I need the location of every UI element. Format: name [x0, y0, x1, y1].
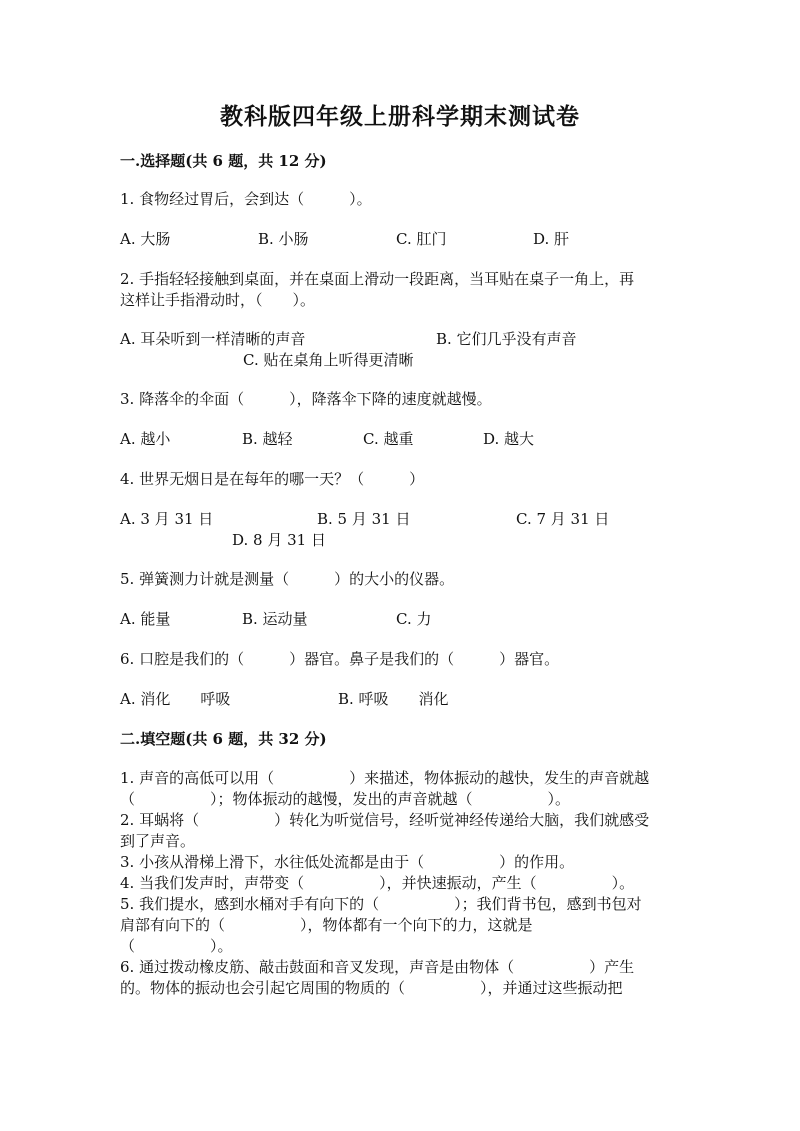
- question-6: 6. 口腔是我们的（ ）器官。鼻子是我们的（ ）器官。: [120, 650, 560, 668]
- option-3a: A. 越小: [120, 430, 171, 448]
- fill-line: 3. 小孩从滑梯上滑下，水往低处流都是由于（ ）的作用。: [120, 853, 575, 871]
- option-3b: B. 越轻: [242, 430, 293, 448]
- option-3d: D. 越大: [483, 430, 535, 448]
- question-3: 3. 降落伞的伞面（ ），降落伞下降的速度就越慢。: [120, 390, 492, 408]
- option-4a: A. 3 月 31 日: [120, 510, 214, 528]
- section-heading-fill: 二.填空题(共 6 题，共 32 分): [120, 730, 327, 748]
- option-4d: D. 8 月 31 日: [232, 531, 326, 549]
- option-1d: D. 肝: [533, 230, 570, 248]
- option-2b: B. 它们几乎没有声音: [436, 330, 577, 348]
- fill-line: 2. 耳蜗将（ ）转化为听觉信号，经听觉神经传递给大脑，我们就感受: [120, 811, 650, 829]
- option-3c: C. 越重: [363, 430, 414, 448]
- question-2-cont: 这样让手指滑动时，（ ）。: [120, 291, 316, 309]
- fill-line: 到了声音。: [120, 832, 196, 850]
- option-6a: A. 消化 呼吸: [120, 690, 231, 708]
- option-4c: C. 7 月 31 日: [516, 510, 610, 528]
- question-5: 5. 弹簧测力计就是测量（ ）的大小的仪器。: [120, 570, 455, 588]
- option-1b: B. 小肠: [258, 230, 309, 248]
- option-5a: A. 能量: [120, 610, 171, 628]
- fill-line: 肩部有向下的（ ），物体都有一个向下的力，这就是: [120, 916, 533, 934]
- fill-line: 5. 我们提水，感到水桶对手有向下的（ ）；我们背书包，感到书包对: [120, 895, 642, 913]
- option-5b: B. 运动量: [242, 610, 308, 628]
- question-1: 1. 食物经过胃后，会到达（ ）。: [120, 190, 372, 208]
- option-1c: C. 肛门: [396, 230, 447, 248]
- fill-line: 4. 当我们发声时，声带变（ ），并快速振动，产生（ ）。: [120, 874, 635, 892]
- option-4b: B. 5 月 31 日: [317, 510, 411, 528]
- option-1a: A. 大肠: [120, 230, 171, 248]
- question-2: 2. 手指轻轻接触到桌面，并在桌面上滑动一段距离，当耳贴在桌子一角上，再: [120, 270, 635, 288]
- page-title: 教科版四年级上册科学期末测试卷: [220, 103, 580, 130]
- fill-line: 的。物体的振动也会引起它周围的物质的（ ），并通过这些振动把: [120, 979, 623, 997]
- fill-line: 6. 通过拨动橡皮筋、敲击鼓面和音叉发现，声音是由物体（ ）产生: [120, 958, 635, 976]
- fill-line: 1. 声音的高低可以用（ ）来描述，物体振动的越快，发生的声音就越: [120, 769, 650, 787]
- fill-line: （ ）。: [120, 937, 233, 955]
- section-heading-choice: 一.选择题(共 6 题，共 12 分): [120, 152, 327, 170]
- option-2c: C. 贴在桌角上听得更清晰: [243, 351, 414, 369]
- fill-line: （ ）；物体振动的越慢，发出的声音就越（ ）。: [120, 790, 571, 808]
- option-6b: B. 呼吸 消化: [338, 690, 449, 708]
- option-2a: A. 耳朵听到一样清晰的声音: [120, 330, 306, 348]
- question-4: 4. 世界无烟日是在每年的哪一天？（ ）: [120, 470, 425, 488]
- option-5c: C. 力: [396, 610, 432, 628]
